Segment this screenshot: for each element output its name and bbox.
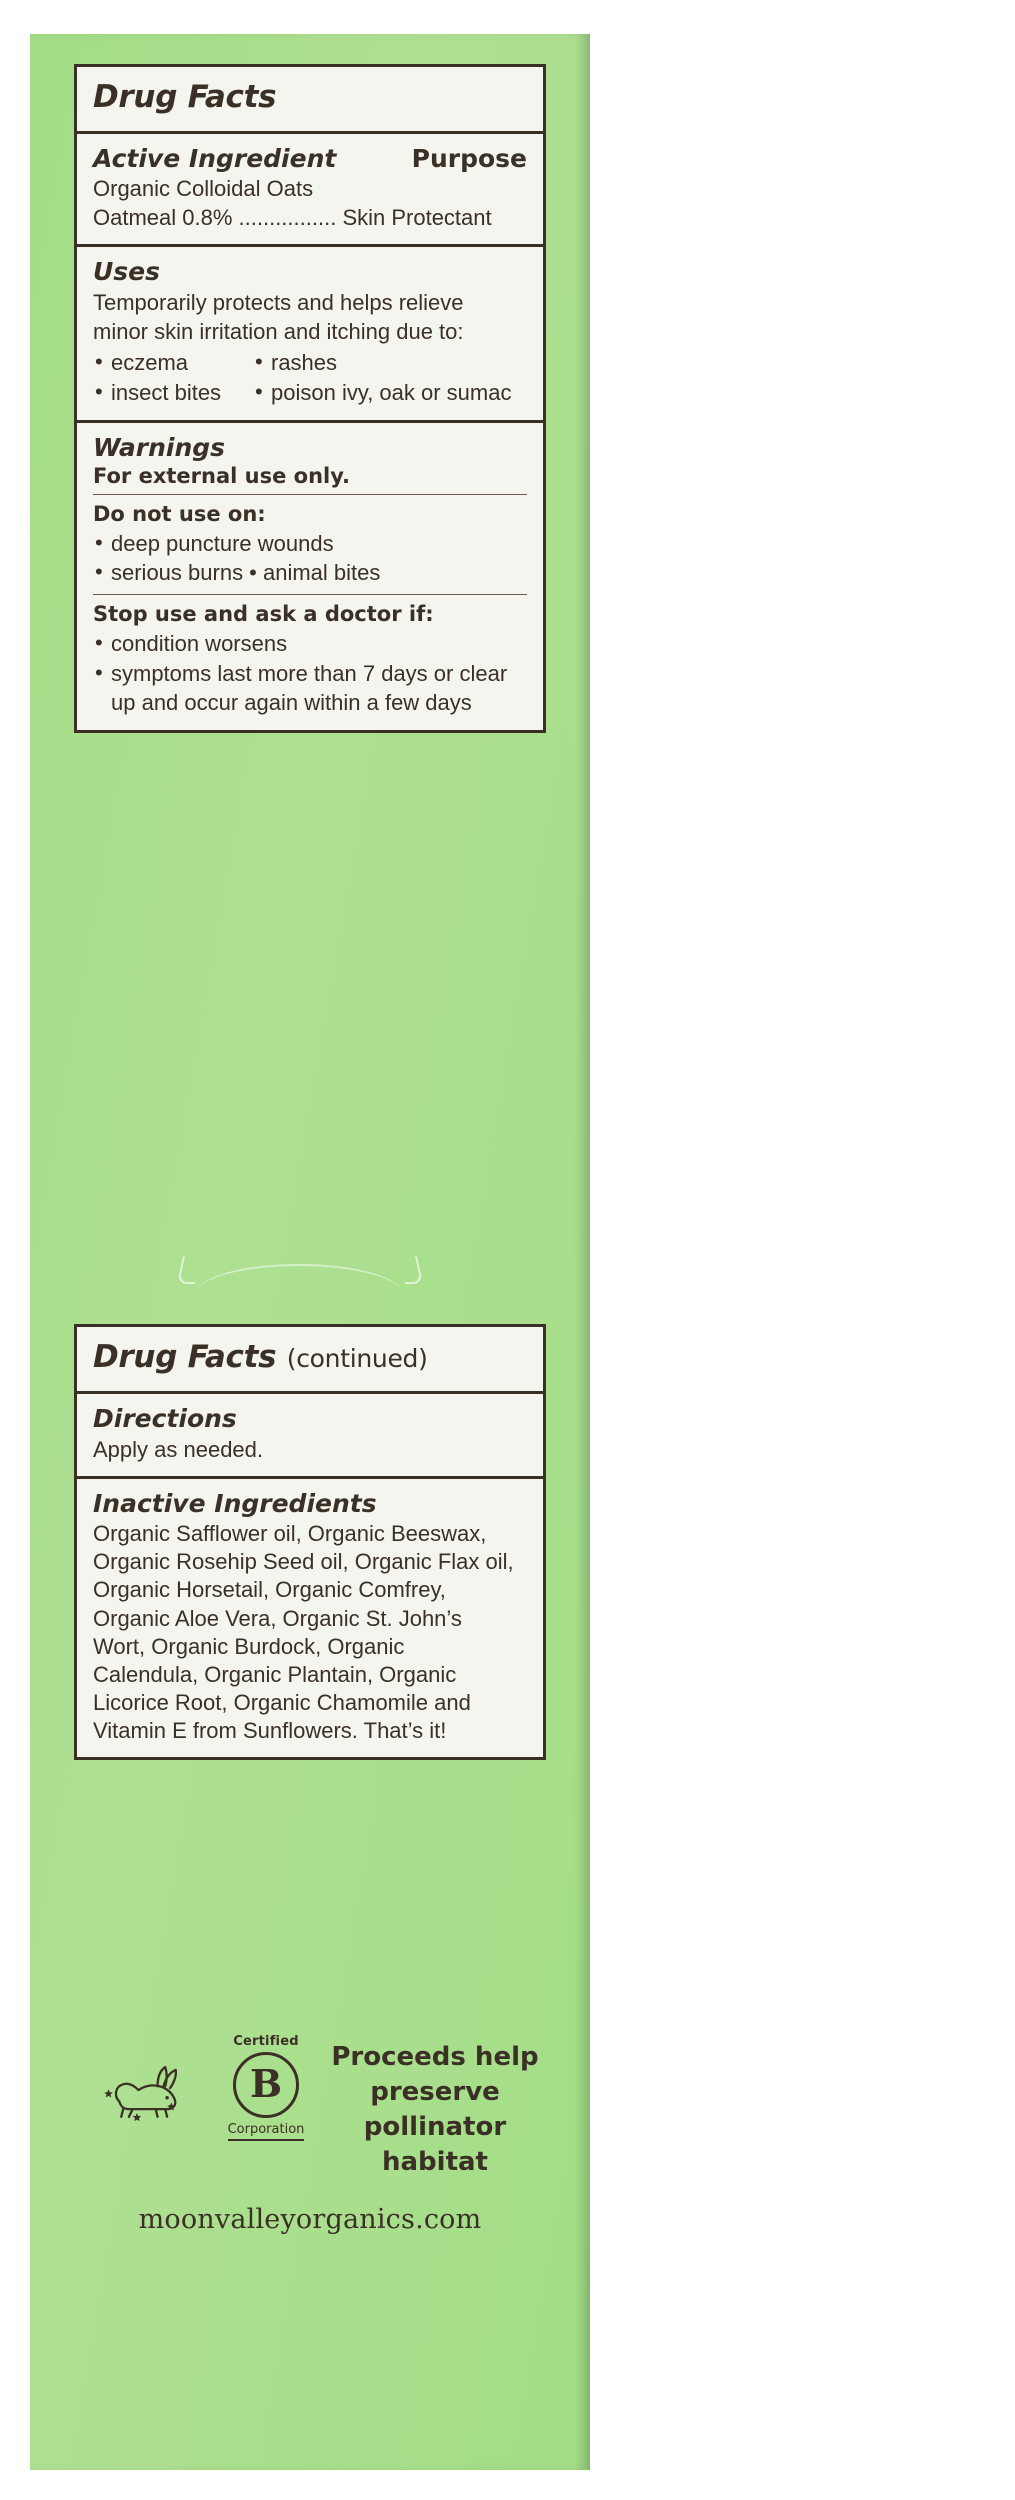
directions-text: Apply as needed.	[93, 1437, 264, 1462]
active-ingredient-heading: Active Ingredient	[93, 144, 337, 173]
bcorp-corporation-label: Corporation	[228, 2122, 305, 2141]
uses-item: • insect bites	[93, 378, 253, 408]
dot-leader: ................	[232, 204, 343, 230]
uses-item: • rashes	[253, 348, 527, 378]
inactive-ingredients-list	[93, 1520, 527, 1745]
external-use-warning: For external use only.	[93, 463, 350, 488]
inactive-ingredients-line: Organic Horsetail, Organic Comfrey,	[93, 1577, 446, 1603]
drug-facts-title-text: Drug Facts	[93, 1339, 277, 1375]
website-url: moonvalleyorganics.com	[138, 2204, 482, 2235]
active-ingredient-line-1: Organic Colloidal Oats	[93, 176, 314, 201]
stop-use-item	[93, 659, 527, 718]
crease-nick-left	[177, 1256, 201, 1284]
do-not-use-list	[93, 529, 527, 588]
product-carton	[30, 34, 590, 2470]
stop-use-item-line-2: up and occur again within a few days	[111, 690, 472, 716]
uses-intro-line-2: minor skin irritation and itching due to:	[93, 319, 464, 345]
stop-use-item: • condition worsens	[93, 629, 527, 659]
drug-facts-title: Drug Facts	[93, 79, 277, 115]
active-ingredient-purpose: Skin Protectant	[342, 204, 492, 230]
continued-label: (continued)	[286, 1344, 428, 1373]
inactive-ingredients-section	[77, 1479, 543, 1757]
carton-fold-crease	[30, 1252, 590, 1308]
uses-section	[77, 247, 543, 422]
inactive-ingredients-line: Organic Rosehip Seed oil, Organic Flax oil,	[93, 1549, 514, 1575]
crease-arc	[196, 1264, 402, 1294]
warnings-divider-2	[93, 594, 527, 595]
directions-section	[77, 1394, 543, 1479]
proceeds-message	[324, 2040, 546, 2180]
active-ingredient-name: Oatmeal 0.8%	[93, 204, 233, 230]
leaping-bunny-icon	[100, 2048, 196, 2134]
inactive-ingredients-line: Organic Safflower oil, Organic Beeswax,	[93, 1521, 487, 1547]
inactive-ingredients-line: Organic Aloe Vera, Organic St. John’s	[93, 1605, 462, 1631]
warnings-heading: Warnings	[93, 432, 226, 462]
purpose-heading: Purpose	[411, 144, 527, 173]
do-not-use-item: • serious burns • animal bites	[93, 558, 527, 588]
uses-item: • eczema	[93, 348, 253, 378]
warnings-section	[77, 423, 543, 730]
do-not-use-item: • deep puncture wounds	[93, 529, 527, 559]
drug-facts-continued-title-section	[77, 1327, 543, 1394]
bcorp-b-letter: B	[233, 2052, 299, 2118]
drug-facts-title-section	[77, 67, 543, 134]
inactive-ingredients-line: Vitamin E from Sunflowers. That’s it!	[93, 1718, 447, 1744]
carton-edge-shading	[576, 34, 590, 2470]
bcorp-certified-label: Certified	[233, 2034, 299, 2049]
drug-facts-panel-bottom	[74, 1324, 546, 1760]
drug-facts-panel-top	[74, 64, 546, 733]
uses-intro-line-1: Temporarily protects and helps relieve	[93, 290, 464, 316]
proceeds-line: pollinator habitat	[363, 2112, 507, 2178]
crease-nick-right	[399, 1256, 423, 1284]
certification-marks	[74, 2024, 546, 2178]
uses-item: • poison ivy, oak or sumac	[253, 378, 527, 408]
inactive-ingredients-line: Wort, Organic Burdock, Organic	[93, 1633, 405, 1659]
uses-heading: Uses	[93, 257, 161, 287]
inactive-ingredients-line: Calendula, Organic Plantain, Organic	[93, 1661, 457, 1687]
uses-list	[93, 346, 527, 407]
drug-facts-continued-title	[93, 1339, 527, 1375]
proceeds-line: Proceeds help	[331, 2042, 539, 2072]
stop-use-heading: Stop use and ask a doctor if:	[93, 602, 434, 626]
inactive-ingredients-line: Licorice Root, Organic Chamomile and	[93, 1689, 471, 1715]
warnings-divider-1	[93, 494, 527, 495]
proceeds-line: preserve	[370, 2077, 500, 2108]
stop-use-item-line-1: symptoms last more than 7 days or clear	[111, 660, 508, 686]
do-not-use-heading: Do not use on:	[93, 501, 266, 526]
b-corporation-logo	[210, 2034, 322, 2141]
active-ingredient-section	[77, 134, 543, 247]
inactive-ingredients-heading: Inactive Ingredients	[93, 1489, 377, 1519]
stop-use-list	[93, 629, 527, 718]
directions-heading: Directions	[93, 1404, 237, 1433]
active-ingredient-line-2	[93, 204, 527, 233]
